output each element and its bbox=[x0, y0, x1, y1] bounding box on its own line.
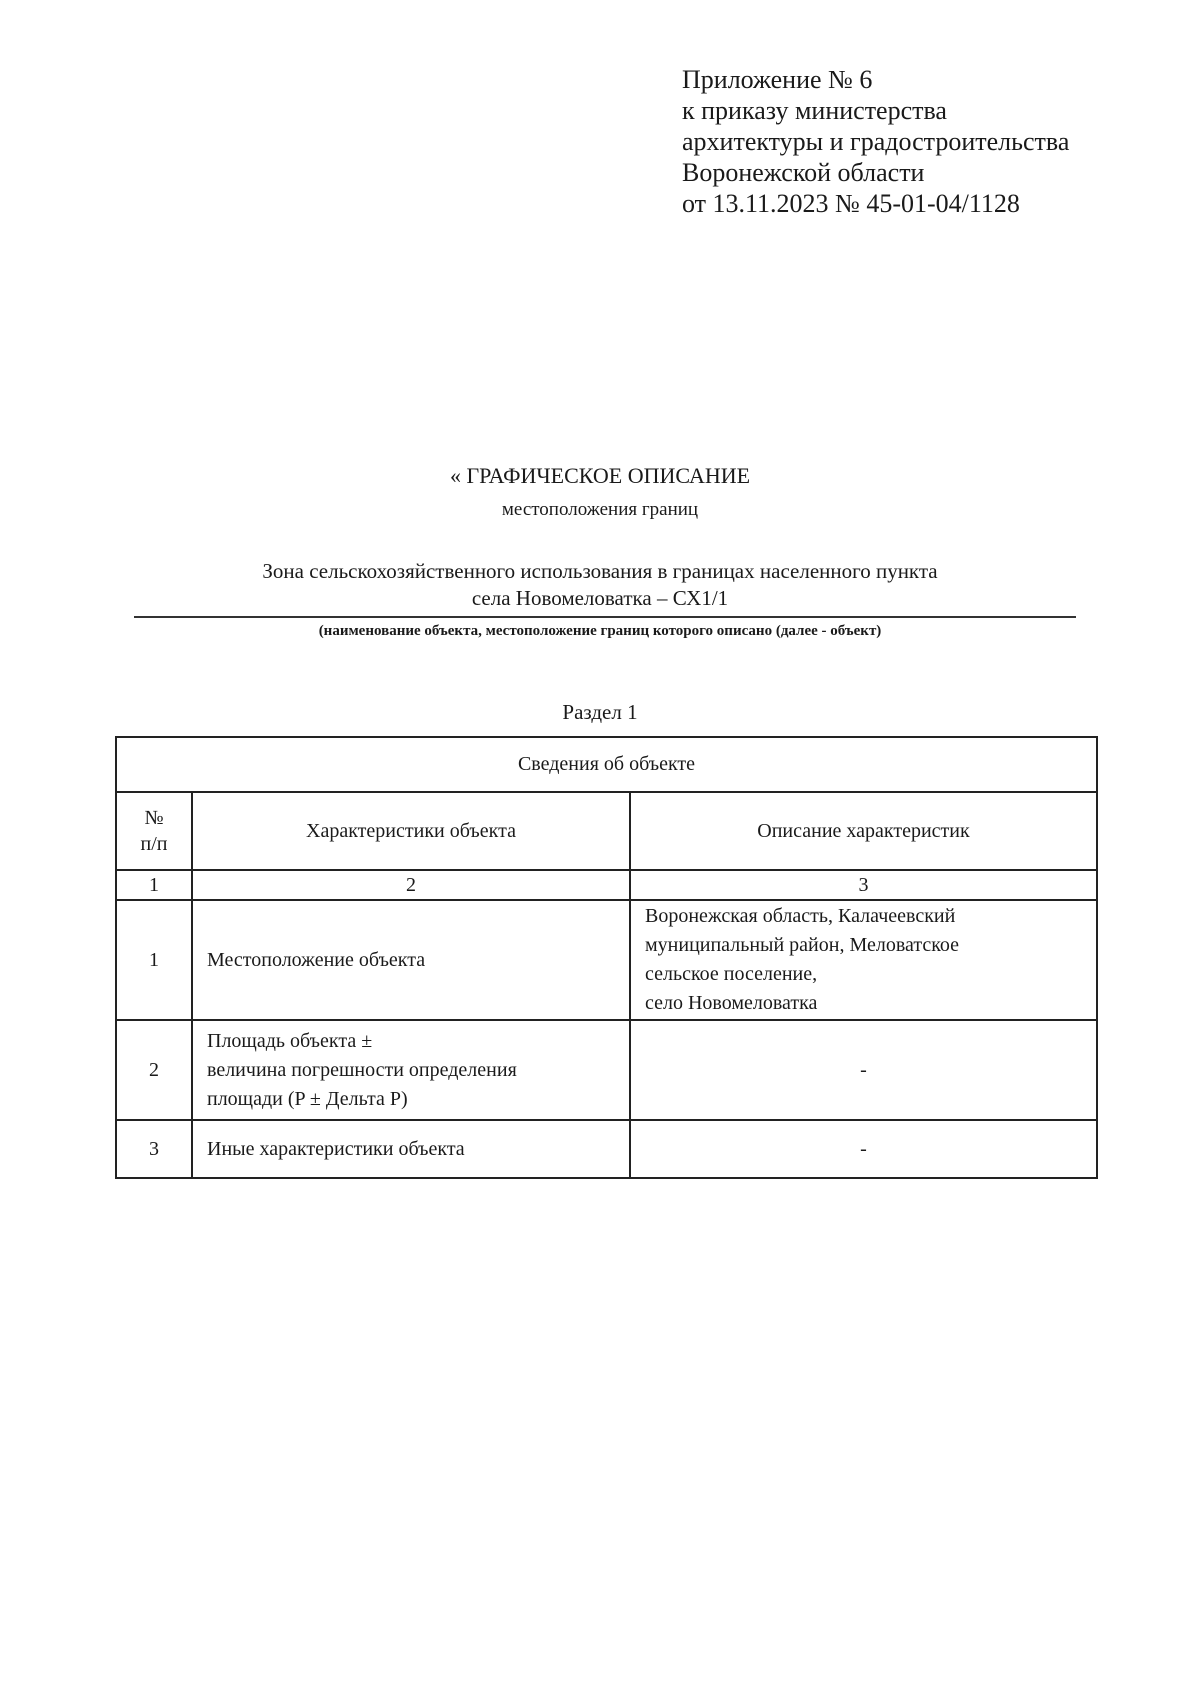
section-label: Раздел 1 bbox=[562, 700, 638, 724]
row-characteristic-line: площади (P ± Дельта P) bbox=[207, 1087, 408, 1110]
table-header: Сведения об объекте bbox=[116, 737, 1097, 792]
index-cell: 2 bbox=[192, 870, 630, 900]
table-index-row bbox=[116, 870, 1097, 900]
object-info-table bbox=[115, 736, 1098, 1179]
appendix-line: Приложение № 6 bbox=[682, 65, 873, 94]
column-header-num bbox=[116, 792, 192, 870]
index-cell: 1 bbox=[116, 870, 192, 900]
row-characteristic bbox=[192, 1120, 630, 1178]
appendix-line: от 13.11.2023 № 45-01-04/1128 bbox=[682, 189, 1020, 218]
column-header-description: Описание характеристик bbox=[630, 792, 1097, 870]
row-num: 3 bbox=[116, 1120, 192, 1178]
appendix-block bbox=[682, 64, 1069, 219]
index-cell: 3 bbox=[630, 870, 1097, 900]
row-description bbox=[630, 1120, 1097, 1178]
row-description bbox=[630, 1020, 1097, 1120]
row-characteristic-line: Местоположение объекта bbox=[207, 948, 426, 971]
row-description-line: село Новомеловатка bbox=[645, 992, 818, 1014]
column-header-characteristics: Характеристики объекта bbox=[192, 792, 630, 870]
row-description-line: - bbox=[860, 1137, 867, 1160]
column-header-num-line: п/п bbox=[140, 833, 168, 855]
row-characteristic bbox=[192, 900, 630, 1020]
row-description-line: муниципальный район, Меловатское bbox=[645, 934, 960, 956]
table-columns-row bbox=[116, 792, 1097, 870]
row-characteristic-line: величина погрешности определения bbox=[207, 1058, 517, 1081]
column-header-num-line: № bbox=[144, 807, 164, 829]
object-name-line: Зона сельскохозяйственного использования в границах населенного пункта bbox=[262, 559, 938, 583]
row-characteristic-line: Площадь объекта ± bbox=[207, 1029, 373, 1052]
table-header-row bbox=[116, 737, 1097, 792]
appendix-line: к приказу министерства bbox=[682, 96, 947, 125]
object-name-underline bbox=[134, 616, 1076, 618]
row-description-line: сельское поселение, bbox=[645, 963, 818, 985]
table-row bbox=[116, 1120, 1097, 1178]
row-num: 2 bbox=[116, 1020, 192, 1120]
row-num: 1 bbox=[116, 900, 192, 1020]
row-description-line: Воронежская область, Калачеевский bbox=[645, 905, 956, 927]
row-description bbox=[630, 900, 1097, 1020]
row-characteristic bbox=[192, 1020, 630, 1120]
document-title: « ГРАФИЧЕСКОЕ ОПИСАНИЕ bbox=[449, 463, 751, 488]
table-row bbox=[116, 900, 1097, 1020]
appendix-line: архитектуры и градостроительства bbox=[682, 127, 1070, 156]
row-description-line: - bbox=[860, 1058, 867, 1081]
object-caption: (наименование объекта, местоположение границ которого описано (далее - объект) bbox=[318, 623, 882, 639]
object-name bbox=[120, 558, 1080, 612]
appendix-line: Воронежской области bbox=[682, 158, 925, 187]
table-row bbox=[116, 1020, 1097, 1120]
object-name-line: села Новомеловатка – СХ1/1 bbox=[471, 586, 729, 610]
document-subtitle: местоположения границ bbox=[501, 499, 699, 520]
row-characteristic-line: Иные характеристики объекта bbox=[207, 1137, 465, 1160]
